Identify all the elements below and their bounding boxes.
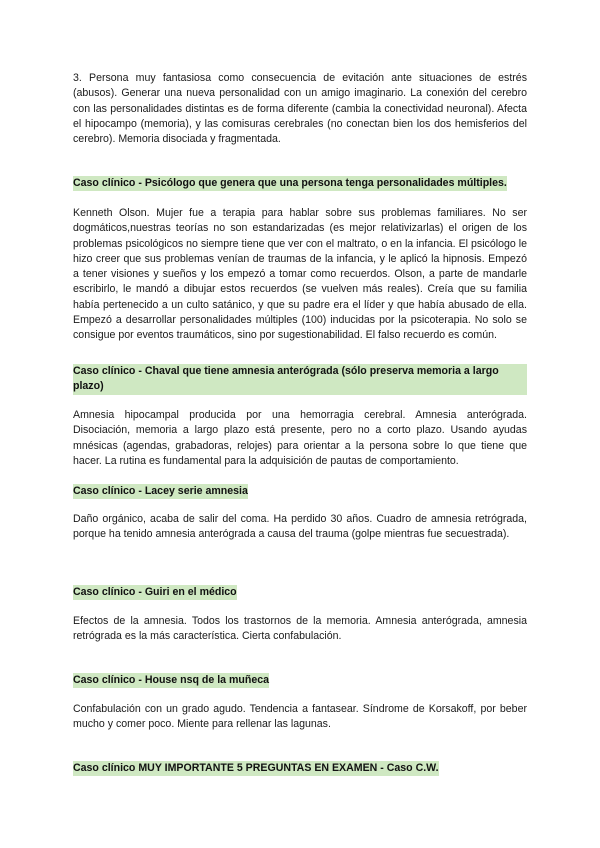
heading-case-guiri: Caso clínico - Guiri en el médico: [73, 585, 237, 600]
paragraph-personality-fantasy: 3. Persona muy fantasiosa como consecuencia de evitación ante situaciones de estrés (abusos). Generar una nueva personalidad con un amigo imaginario. La conexión del cerebro con las personalidades distintas es de forma diferente (cambia la conectividad neuronal). Afecta el hipocampo (memoria), y las comisuras cerebrales (no conectan bien los dos hemisferios del cerebro). Memoria disociada y fragmentada.: [73, 72, 527, 146]
paragraph-hippocampal-amnesia: Amnesia hipocampal producida por una hemorragia cerebral. Amnesia anterógrada. Disociación, memoria a largo plazo está presente, pero no a corto plazo. Usando ayudas mnésicas (agendas, grabadoras, relojes) para orientar a la persona sobre lo que tiene que hacer. La rutina es fundamental para la adquisición de pautas de comportamiento.: [73, 409, 527, 467]
paragraph-kenneth-olson: Kenneth Olson. Mujer fue a terapia para hablar sobre sus problemas familiares. No ser dogmáticos,nuestras teorías no son estandarizadas (es mejor relativizarlas) el origen de los problemas psicológicos no siempre tiene que ver con el maltrato, o en la infancia. El psicólogo le hizo creer que sus problemas venían de traumas de la infancia, y le aplicó la hipnosis. Empezó a tener visiones y sueños y los empezó a tomar como recuerdos. Olson, a parte de mandarle escribirlo, le mandó a dibujar estos recuerdos (se vuelven más reales). Creía que su familia había pertenecido a un culto satánico, y que su padre era el líder y que había abusado de ella. Empezó a desarrollar personalidades múltiples (100) inducidas por la psicoterapia. No solo se consigue por eventos traumáticos, sino por sugestionabilidad. El falso recuerdo es común.: [73, 207, 527, 342]
paragraph-organic-damage: Daño orgánico, acaba de salir del coma. Ha perdido 30 años. Cuadro de amnesia retrógrada, porque ha tenido amnesia anterógrada a causa del trauma (golpe mientras fue secuestrada).: [73, 513, 527, 541]
heading-case-cw: Caso clínico MUY IMPORTANTE 5 PREGUNTAS EN EXAMEN - Caso C.W.: [73, 761, 439, 776]
heading-case-psychologist: Caso clínico - Psicólogo que genera que una persona tenga personalidades múltiples.: [73, 176, 507, 191]
heading-case-lacey: Caso clínico - Lacey serie amnesia: [73, 484, 248, 499]
paragraph-amnesia-effects: Efectos de la amnesia. Todos los trastornos de la memoria. Amnesia anterógrada, amnesia retrógrada es la más característica. Cierta confabulación.: [73, 615, 527, 643]
heading-case-house: Caso clínico - House nsq de la muñeca: [73, 673, 269, 688]
heading-case-anterograde-amnesia: Caso clínico - Chaval que tiene amnesia anterógrada (sólo preserva memoria a largo plazo): [73, 364, 527, 395]
paragraph-confabulation: Confabulación con un grado agudo. Tendencia a fantasear. Síndrome de Korsakoff, por beber mucho y comer poco. Miente para rellenar las lagunas.: [73, 703, 527, 731]
